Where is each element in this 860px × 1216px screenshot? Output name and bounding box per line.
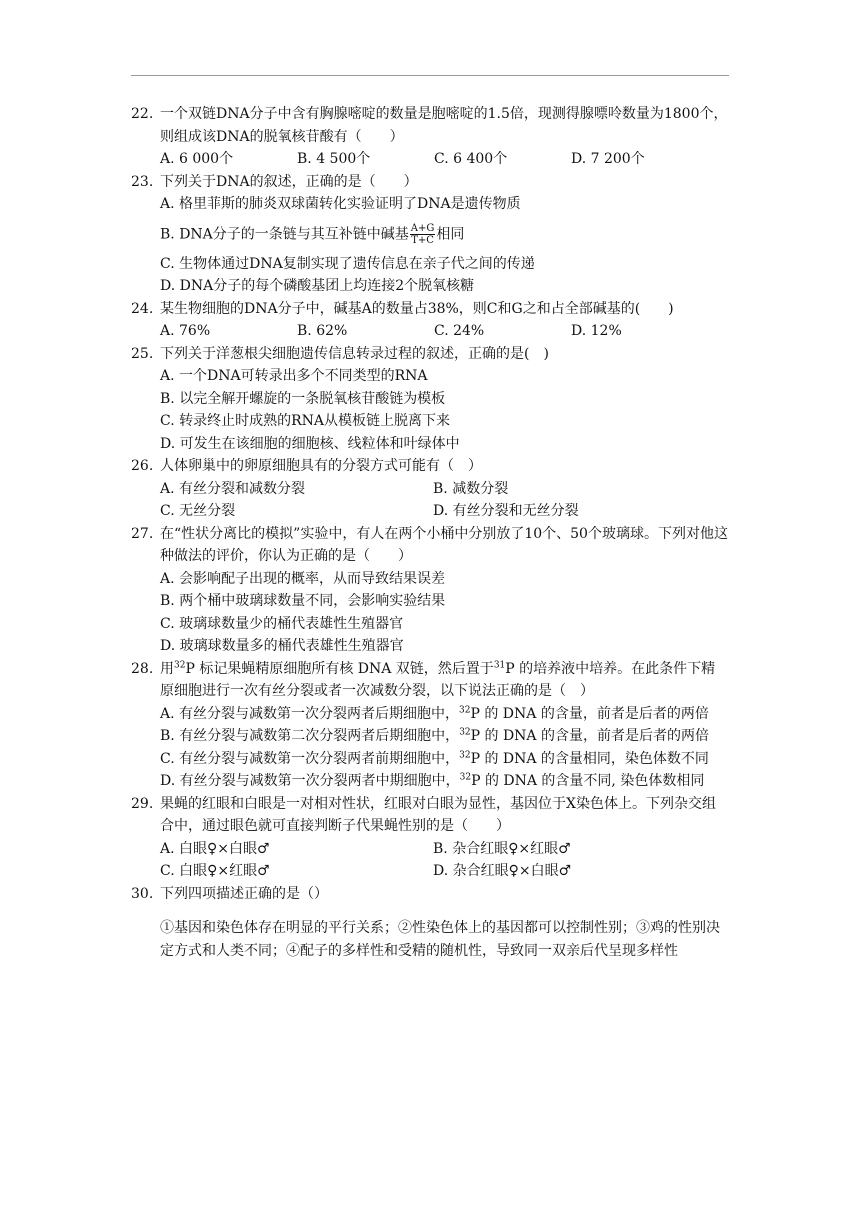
fraction-denominator: T+C (411, 234, 434, 246)
question-29 (131, 793, 729, 883)
question-number: 26. (131, 458, 154, 474)
option-a[interactable]: A. 6 000个 (160, 151, 234, 167)
option-c[interactable]: C. 玻璃球数量少的桶代表雄性生殖器官 (160, 615, 404, 632)
isotope-mass: 32 (459, 704, 471, 715)
option-c[interactable] (160, 748, 729, 771)
option-c[interactable]: C. 生物体通过DNA复制实现了遗传信息在亲子代之间的传递 (160, 255, 535, 272)
options (160, 320, 729, 343)
question-24 (131, 298, 729, 343)
option-b[interactable]: B. 杂合红眼♀×红眼♂ (433, 840, 571, 857)
question-stem: 人体卵巢中的卵原细胞具有的分裂方式可能有（ ） (160, 458, 482, 474)
option-text: P 的 DNA 的含量相同，染色体数不同 (470, 750, 709, 767)
options-row-2 (160, 860, 729, 883)
options-row-1 (160, 838, 729, 861)
question-list (131, 103, 729, 962)
option-b-text: B. DNA分子的一条链与其互补链中碱基 (160, 226, 409, 242)
question-number: 25. (131, 345, 154, 362)
option-b[interactable] (160, 223, 729, 246)
question-stem: 果蝇的红眼和白眼是一对相对性状，红眼对白眼为显性，基因位于X染色体上。下列杂交组合中，通过眼色就可直接判断子代果蝇性别的是（ ） (160, 795, 716, 834)
option-b[interactable]: B. 4 500个 (297, 151, 371, 167)
option-text: C. 有丝分裂与减数第一次分裂两者前期细胞中， (160, 750, 460, 767)
question-stem: 下列关于洋葱根尖细胞遗传信息转录过程的叙述，正确的是( ) (160, 345, 549, 362)
question-stem: 下列四项描述正确的是（） (160, 885, 328, 902)
options-row-2 (160, 500, 729, 523)
options (160, 148, 729, 171)
question-22 (131, 103, 729, 171)
option-b[interactable]: B. 减数分裂 (433, 480, 509, 497)
question-30 (131, 883, 729, 963)
option-c[interactable]: C. 6 400个 (434, 151, 508, 167)
option-c[interactable]: C. 白眼♀×红眼♂ (160, 863, 270, 879)
option-a[interactable]: A. 有丝分裂和减数分裂 (160, 480, 306, 497)
option-d[interactable]: D. 玻璃球数量多的桶代表雄性生殖器官 (160, 638, 404, 654)
stem-part: P 的培养液中培养。在此条件下精原细胞进行一次有丝分裂或者一次减数分裂，以下说法正确的是（ ） (160, 660, 716, 699)
question-stem: 一个双链DNA分子中含有胸腺嘧啶的数量是胞嘧啶的1.5倍，现测得腺嘌呤数量为1800个，则组成该DNA的脱氧核苷酸有（ ） (160, 106, 728, 145)
question-number: 30. (131, 885, 154, 902)
option-text: P 的 DNA 的含量不同, 染色体数相同 (471, 773, 705, 789)
question-23 (131, 171, 729, 298)
option-a[interactable] (160, 703, 729, 726)
question-stem: 在“性状分离比的模拟”实验中，有人在两个小桶中分别放了10个、50个玻璃球。下列对他这种做法的评价，你认为正确的是（ ） (160, 525, 728, 564)
option-d[interactable]: D. 可发生在该细胞的细胞核、线粒体和叶绿体中 (160, 435, 460, 452)
question-number: 24. (131, 300, 154, 317)
option-b[interactable] (160, 725, 729, 748)
option-a[interactable]: A. 一个DNA可转录出多个不同类型的RNA (160, 368, 428, 384)
option-b-suffix: 相同 (436, 226, 465, 242)
option-c[interactable]: C. 24% (434, 323, 485, 339)
option-text: D. 有丝分裂与减数第一次分裂两者中期细胞中， (160, 773, 460, 789)
question-stem: 某生物细胞的DNA分子中，碱基A的数量占38%，则C和G之和占全部碱基的( ) (160, 300, 674, 317)
stem-part: P 标记果蝇精原细胞所有核 DNA 双链，然后置于 (185, 660, 494, 677)
question-27 (131, 523, 729, 658)
question-stem: 下列关于DNA的叙述，正确的是（ ） (160, 173, 418, 190)
isotope-mass: 32 (459, 749, 471, 760)
option-d[interactable]: D. 7 200个 (571, 151, 645, 167)
option-a[interactable]: A. 白眼♀×白眼♂ (160, 840, 270, 857)
header-rule (131, 75, 729, 76)
base-ratio-fraction (410, 223, 436, 246)
question-stem (160, 658, 729, 703)
option-a[interactable]: A. 会影响配子出现的概率，从而导致结果误差 (160, 570, 446, 587)
question-number: 22. (131, 106, 154, 122)
question-number: 29. (131, 795, 154, 812)
options-row-1 (160, 478, 729, 501)
stem-part: 用 (160, 660, 174, 677)
fraction-numerator: A+G (410, 222, 435, 234)
option-b[interactable]: B. 以完全解开螺旋的一条脱氧核苷酸链为模板 (160, 390, 446, 407)
option-a[interactable]: A. 76% (160, 323, 211, 339)
option-a[interactable]: A. 格里菲斯的肺炎双球菌转化实验证明了DNA是遗传物质 (160, 196, 521, 212)
question-number: 23. (131, 173, 154, 190)
option-d[interactable]: D. DNA分子的每个磷酸基团上均连接2个脱氧核糖 (160, 278, 475, 294)
option-b[interactable]: B. 两个桶中玻璃球数量不同，会影响实验结果 (160, 593, 446, 609)
option-b[interactable]: B. 62% (297, 323, 348, 339)
question-25 (131, 343, 729, 456)
option-text: A. 有丝分裂与减数第一次分裂两者后期细胞中， (160, 705, 460, 722)
option-text: P 的 DNA 的含量，前者是后者的两倍 (470, 728, 709, 744)
question-28 (131, 658, 729, 793)
option-d[interactable] (160, 770, 729, 793)
option-text: B. 有丝分裂与减数第二次分裂两者后期细胞中， (160, 728, 460, 744)
option-d[interactable]: D. 杂合红眼♀×白眼♂ (433, 863, 572, 879)
statement-paragraph: ①基因和染色体存在明显的平行关系；②性染色体上的基因都可以控制性别；③鸡的性别决定方式和人类不同；④配子的多样性和受精的随机性，导致同一双亲后代呈现多样性 (160, 920, 720, 959)
option-text: P 的 DNA 的含量，前者是后者的两倍 (470, 705, 709, 722)
option-c[interactable]: C. 转录终止时成熟的RNA从模板链上脱离下来 (160, 413, 451, 429)
question-number: 28. (131, 660, 154, 677)
option-d[interactable]: D. 12% (571, 323, 622, 339)
question-number: 27. (131, 525, 154, 542)
isotope-mass: 32 (174, 659, 186, 670)
question-26 (131, 455, 729, 523)
isotope-mass: 31 (493, 659, 506, 670)
option-d[interactable]: D. 有丝分裂和无丝分裂 (433, 503, 579, 519)
isotope-mass: 32 (459, 727, 471, 738)
isotope-mass: 32 (459, 772, 472, 783)
option-c[interactable]: C. 无丝分裂 (160, 503, 236, 519)
